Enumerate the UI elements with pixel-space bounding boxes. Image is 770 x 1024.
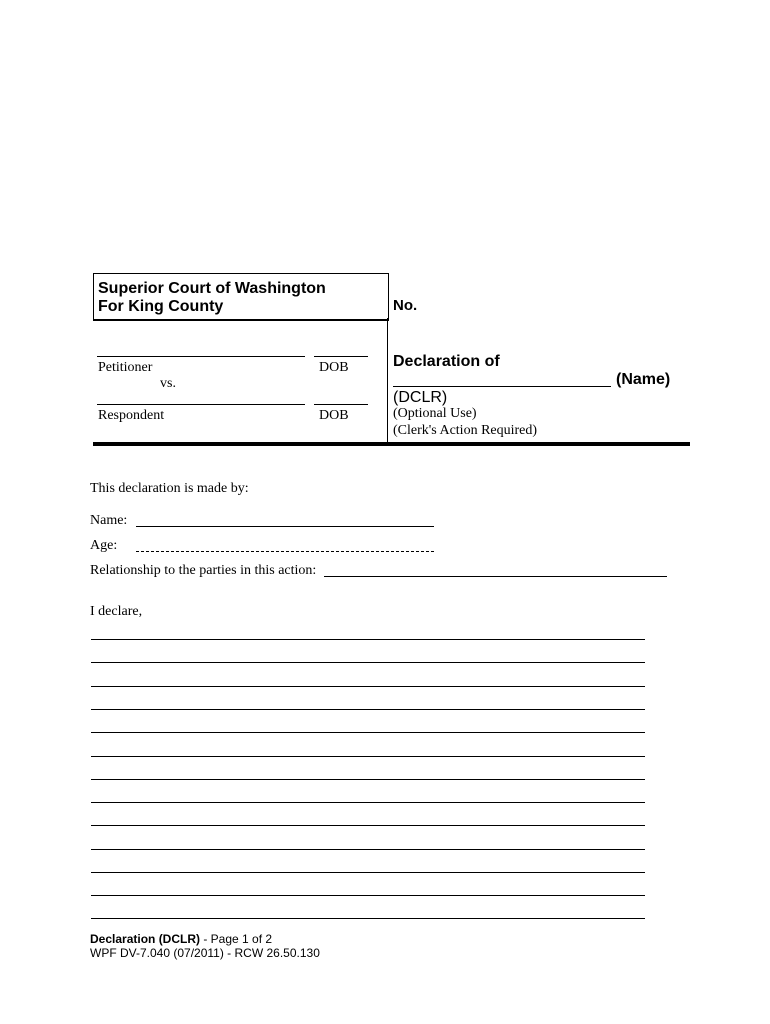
petitioner-dob-line[interactable] <box>314 356 368 357</box>
name-field-label: Name: <box>90 513 128 528</box>
clerk-action-label: (Clerk's Action Required) <box>393 423 538 438</box>
declaration-line[interactable] <box>91 662 645 663</box>
made-by-text: This declaration is made by: <box>90 481 249 496</box>
respondent-label: Respondent <box>98 408 165 423</box>
versus-label: vs. <box>160 376 176 391</box>
declaration-line[interactable] <box>91 918 645 919</box>
petitioner-label: Petitioner <box>98 360 153 375</box>
form-code-label: (DCLR) <box>393 389 448 406</box>
declaration-line[interactable] <box>91 825 645 826</box>
declaration-line[interactable] <box>91 802 645 803</box>
relationship-label: Relationship to the parties in this action: <box>90 563 317 578</box>
name-label: (Name) <box>616 371 671 388</box>
declaration-line[interactable] <box>91 732 645 733</box>
name-field-line[interactable] <box>136 526 434 527</box>
declaration-line[interactable] <box>91 849 645 850</box>
respondent-dob-label: DOB <box>319 408 349 423</box>
petitioner-dob-label: DOB <box>319 360 349 375</box>
declaration-line[interactable] <box>91 779 645 780</box>
relationship-field-line[interactable] <box>324 576 667 577</box>
footer-page-info <box>90 932 272 946</box>
respondent-dob-line[interactable] <box>314 404 368 405</box>
declaration-line[interactable] <box>91 709 645 710</box>
footer-form-code: WPF DV-7.040 (07/2011) - RCW 26.50.130 <box>90 946 320 960</box>
petitioner-name-line[interactable] <box>97 356 305 357</box>
declaration-line[interactable] <box>91 895 645 896</box>
i-declare-text: I declare, <box>90 604 143 619</box>
caption-divider <box>387 318 388 444</box>
footer-page-number: - Page 1 of 2 <box>200 932 273 946</box>
declarant-name-line[interactable] <box>393 386 611 387</box>
declaration-line[interactable] <box>91 756 645 757</box>
declaration-line[interactable] <box>91 686 645 687</box>
age-field-line[interactable] <box>136 551 434 552</box>
declaration-title: Declaration of <box>393 353 500 370</box>
respondent-name-line[interactable] <box>97 404 305 405</box>
declaration-line[interactable] <box>91 872 645 873</box>
age-field-label: Age: <box>90 538 118 553</box>
footer-form-title: Declaration (DCLR) <box>90 932 201 946</box>
declaration-line[interactable] <box>91 639 645 640</box>
court-name-line1: Superior Court of Washington <box>98 280 326 297</box>
caption-bottom-rule <box>93 442 690 446</box>
court-name-line2: For King County <box>98 298 224 315</box>
optional-use-label: (Optional Use) <box>393 406 477 421</box>
case-number-label: No. <box>393 297 418 314</box>
